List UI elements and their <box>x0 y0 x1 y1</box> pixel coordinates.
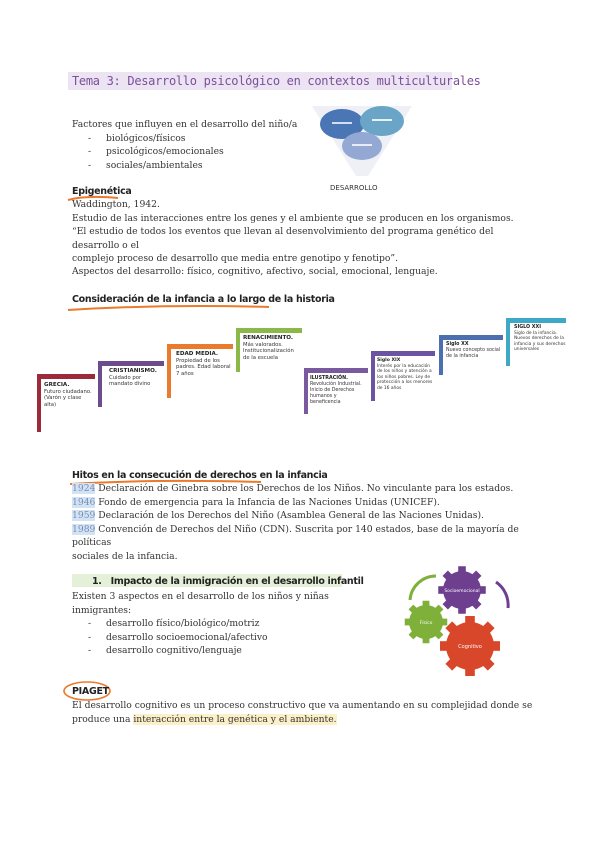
development-aspects: Aspectos del desarrollo: físico, cognitivo, afectivo, social, emocional, lenguaje. <box>72 266 438 277</box>
epigenetica-text <box>72 198 542 266</box>
list-item: - desarrollo socioemocional/afectivo <box>72 631 372 645</box>
timeline-step-bar <box>506 318 510 366</box>
timeline-step-bar <box>37 374 41 432</box>
timeline-step: Siglo XIX Interés por la educación de los niños y atención a los niños pobres. Ley de protección a los menores de 16 años <box>377 358 433 391</box>
timeline-step-bar <box>167 344 171 398</box>
hito-year: 1946 <box>72 496 96 508</box>
timeline-step-bar <box>371 351 375 401</box>
timeline-step-bar <box>236 328 240 372</box>
historia-heading: Consideración de la infancia a lo largo de la historia <box>72 294 335 305</box>
timeline-step: RENACIMIENTO. Más valorados. Institucionalización de la escuela <box>243 335 294 361</box>
timeline-step: CRISTIANISMO. Cuidado por mandato divino <box>109 368 157 388</box>
factors-list <box>72 132 322 173</box>
timeline-step: SIGLO XXI Siglo de la infancia. Nuevos derechos de la infancia y sus derechos universales <box>514 325 566 353</box>
timeline-step-cap <box>506 318 566 323</box>
piaget-text: El desarrollo cognitivo es un proceso constructivo que va aumentando en su complejidad donde se produce una interacción entre la genética y el ambiente. <box>72 700 533 725</box>
hito-year: 1959 <box>72 510 96 521</box>
timeline-step-cap <box>439 335 503 340</box>
page-title: Tema 3: Desarrollo psicológico en contextos multiculturales <box>68 72 452 90</box>
timeline-step: GRECIA. Futuro ciudadano. (Varón y clase alta) <box>44 382 92 408</box>
factors-intro: Factores que influyen en el desarrollo del niño/a <box>72 119 298 130</box>
inmigracion-intro: Existen 3 aspectos en el desarrollo de los niños y niñas inmigrantes: <box>72 591 329 616</box>
hitos-heading: Hitos en la consecución de derechos en la infancia <box>72 470 328 481</box>
timeline-step-cap <box>371 351 435 356</box>
historia-underline <box>64 302 274 314</box>
timeline-step: EDAD MEDIA. Propiedad de los padres. Edad laboral 7 años <box>176 351 231 377</box>
list-item: - desarrollo cognitivo/lenguaje <box>72 644 372 658</box>
list-item: 1989 Convención de Derechos del Niño (CDN). Suscrita por 140 estados, base de la mayoría de políticas <box>72 523 519 548</box>
list-item: 1924 Declaración de Ginebra sobre los Derechos de los Niños. No vinculante para los estados. <box>72 483 514 494</box>
epigenetica-line: Estudio de las interacciones entre los genes y el ambiente que se producen en los organismos. <box>72 212 514 224</box>
timeline-step-bar <box>98 361 102 407</box>
timeline-step-cap <box>167 344 233 349</box>
timeline-step: ILUSTRACIÓN. Revolución Industrial. Inicio de Derechos humanos y beneficencia <box>310 376 362 405</box>
list-item: 1946 Fondo de emergencia para la Infancia de las Naciones Unidas (UNICEF). <box>72 496 440 508</box>
factors-section <box>72 118 322 172</box>
gears-diagram <box>396 562 520 680</box>
inmigracion-heading: 1. Impacto de la inmigración en el desarrollo infantil <box>92 576 364 587</box>
epigenetica-line: Waddington, 1942. <box>72 199 160 210</box>
list-item: 1959 Declaración de los Derechos del Niño (Asamblea General de las Naciones Unidas). <box>72 510 484 521</box>
list-item: - desarrollo físico/biológico/motriz <box>72 617 372 631</box>
timeline-step-bar <box>304 368 308 414</box>
development-funnel-diagram <box>308 100 418 196</box>
arrow-arc <box>496 582 508 608</box>
arrow-arc <box>410 576 436 600</box>
gear-label: Cognitivo <box>458 644 482 650</box>
timeline-step-cap <box>37 374 95 379</box>
inmigracion-list <box>72 617 372 658</box>
inmigracion-section <box>72 590 372 658</box>
hitos-list <box>72 482 542 563</box>
gear-label: Socioemocional <box>444 589 480 594</box>
piaget-highlight: interacción entre la genética y el ambiente. <box>133 713 337 725</box>
piaget-heading: PIAGET <box>72 686 109 697</box>
timeline-step: Siglo XX Nuevo concepto social de la infancia <box>446 342 501 359</box>
gear-label: Físico <box>419 621 433 626</box>
hitos-continuation: sociales de la infancia. <box>72 550 178 562</box>
timeline-step-cap <box>98 361 164 366</box>
list-item: - psicológicos/emocionales <box>72 145 322 159</box>
epigenetica-heading: Epigenética <box>72 186 132 197</box>
epigenetica-line: “El estudio de todos los eventos que llevan al desenvolvimiento del programa genético del desarrollo o el <box>72 226 494 251</box>
timeline-step-bar <box>439 335 443 375</box>
epigenetica-line: complejo proceso de desarrollo que media entre genotipo y fenotipo”. <box>72 253 398 264</box>
timeline-step-cap <box>304 368 368 373</box>
hito-year: 1989 <box>72 523 96 535</box>
list-item: - biológicos/físicos <box>72 132 322 146</box>
hito-year: 1924 <box>72 483 96 494</box>
timeline-step-cap <box>236 328 302 333</box>
funnel-label: DESARROLLO <box>330 184 378 192</box>
list-item: - sociales/ambientales <box>72 159 322 173</box>
